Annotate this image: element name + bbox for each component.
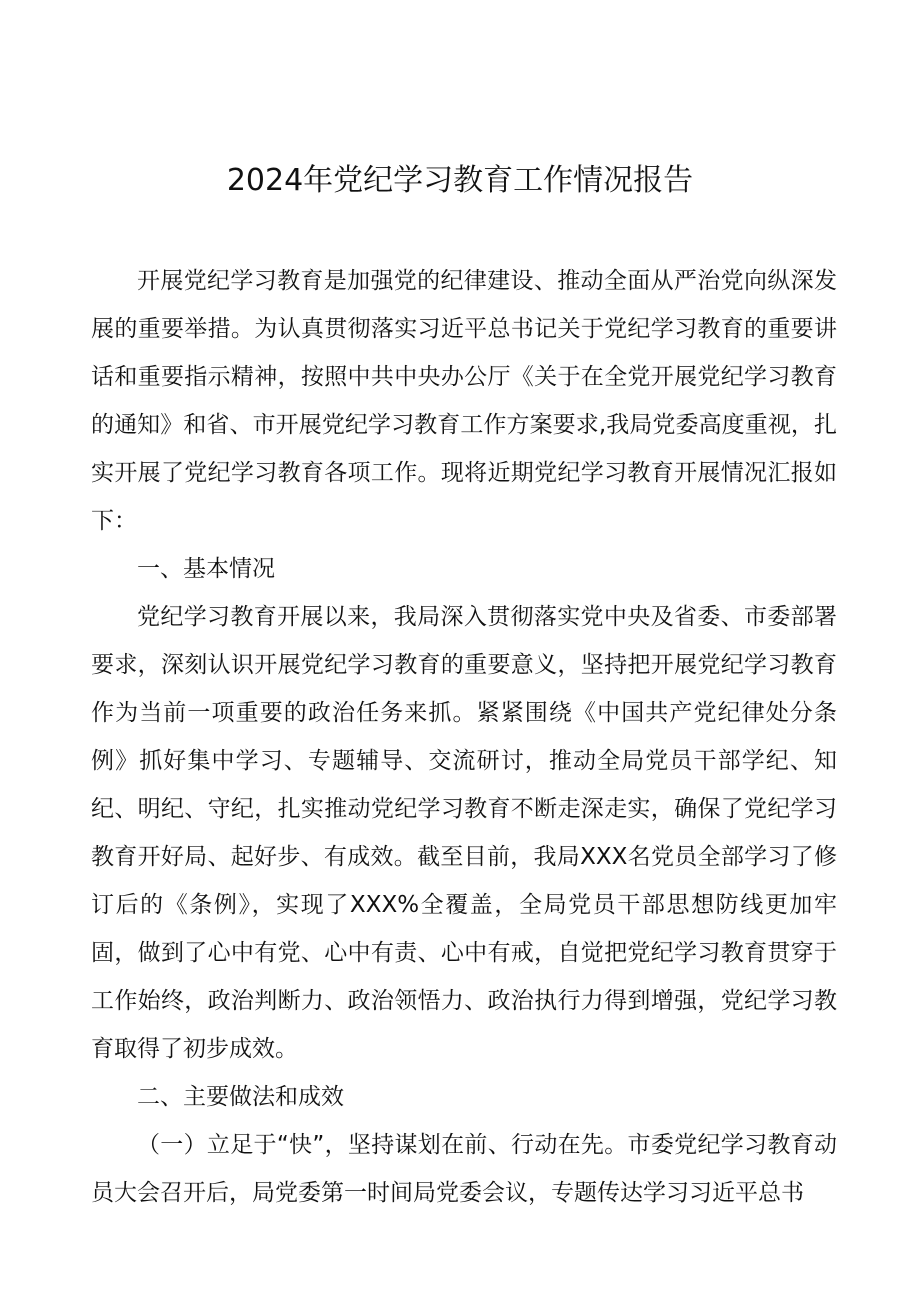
section-heading-main-practices: 二、主要做法和成效 — [137, 1084, 344, 1110]
document-title: 2024年党纪学习教育工作情况报告 — [226, 163, 694, 198]
document-body — [91, 257, 837, 1217]
basic-situation-paragraph: 党纪学习教育开展以来，我局深入贯彻落实党中央及省委、市委部署要求，深刻认识开展党纪学习教育的重要意义，坚持把开展党纪学习教育作为当前一项重要的政治任务来抓。紧紧围绕《中国共产党纪律处分条例》抓好集中学习、专题辅导、交流研讨，推动全局党员干部学纪、知纪、明纪、守纪，扎实推动党纪学习教育不断走深走实，确保了党纪学习教育开好局、起好步、有成效。截至目前，我局XXX名党员全部学习了修订后的《条例》，实现了XXX%全覆盖，全局党员干部思想防线更加牢固，做到了心中有党、心中有责、心中有戒，自觉把党纪学习教育贯穿于工作始终，政治判断力、政治领悟力、政治执行力得到增强，党纪学习教育取得了初步成效。 — [91, 604, 837, 1062]
main-practices-paragraph-1: （一）立足于“快”，坚持谋划在前、行动在先。市委党纪学习教育动员大会召开后，局党委第一时间局党委会议，专题传达学习习近平总书 — [91, 1132, 837, 1206]
intro-paragraph: 开展党纪学习教育是加强党的纪律建设、推动全面从严治党向纵深发展的重要举措。为认真贯彻落实习近平总书记关于党纪学习教育的重要讲话和重要指示精神，按照中共中央办公厅《关于在全党开展党纪学习教育的通知》和省、市开展党纪学习教育工作方案要求,我局党委高度重视，扎实开展了党纪学习教育各项工作。现将近期党纪学习教育开展情况汇报如下： — [91, 268, 837, 534]
section-heading-basic-situation: 一、基本情况 — [137, 556, 275, 582]
